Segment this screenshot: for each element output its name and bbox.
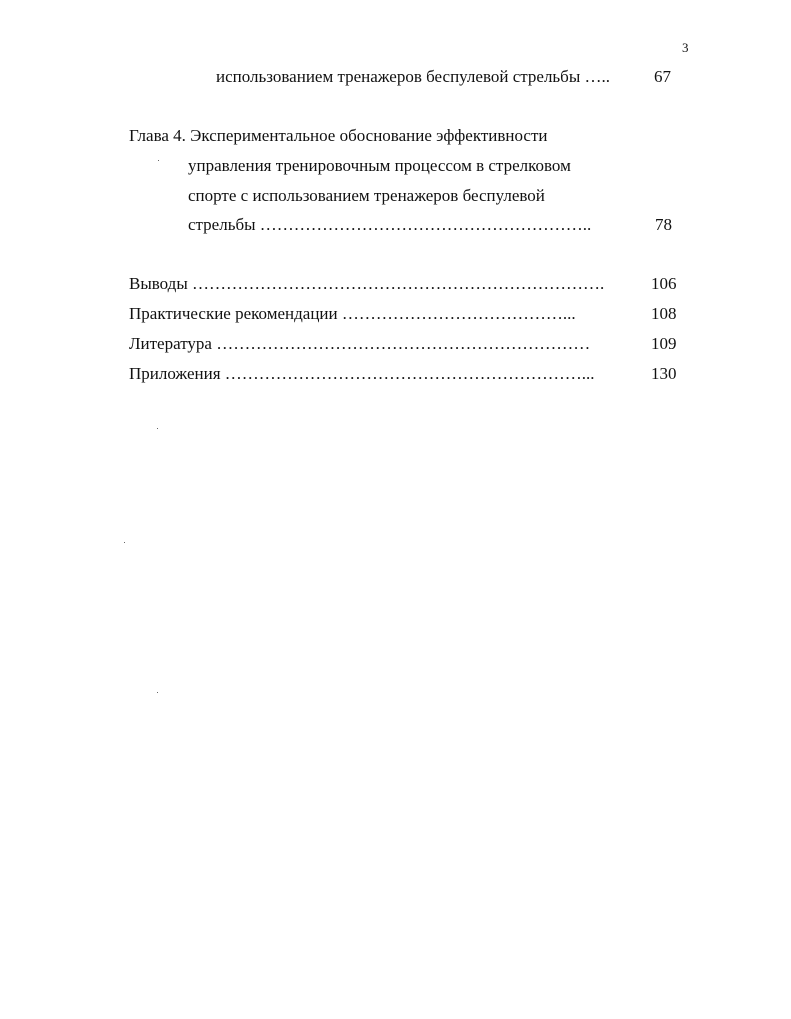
toc-entry-recommendations: Практические рекомендации …………………………………...: [129, 304, 576, 323]
toc-chapter4-line4: стрельбы …………………………………………………..: [188, 215, 592, 234]
scan-speck: [158, 160, 159, 161]
toc-entry-appendices: Приложения ………………………………………………………...: [129, 364, 595, 383]
toc-entry-appendices-page: 130: [651, 364, 677, 383]
toc-entry-recommendations-page: 108: [651, 304, 677, 323]
toc-entry-literature-page: 109: [651, 334, 677, 353]
scan-speck: [157, 428, 158, 429]
toc-chapter4-line1: Глава 4. Экспериментальное обоснование эффективности: [129, 126, 548, 145]
toc-continuation-page: 67: [654, 67, 671, 86]
toc-entry-conclusions: Выводы ……………………………………………………………….: [129, 274, 605, 293]
toc-continuation-text: использованием тренажеров беспулевой стрельбы …..: [216, 67, 610, 86]
scan-speck: [124, 542, 125, 543]
toc-chapter4-page: 78: [655, 215, 672, 234]
toc-chapter4-line3: спорте с использованием тренажеров беспулевой: [188, 186, 545, 205]
page-number: 3: [682, 40, 689, 55]
toc-entry-conclusions-page: 106: [651, 274, 677, 293]
toc-chapter4-line2: управления тренировочным процессом в стрелковом: [188, 156, 571, 175]
toc-entry-literature: Литература …………………………………………………………: [129, 334, 591, 353]
scan-speck: [157, 692, 158, 693]
